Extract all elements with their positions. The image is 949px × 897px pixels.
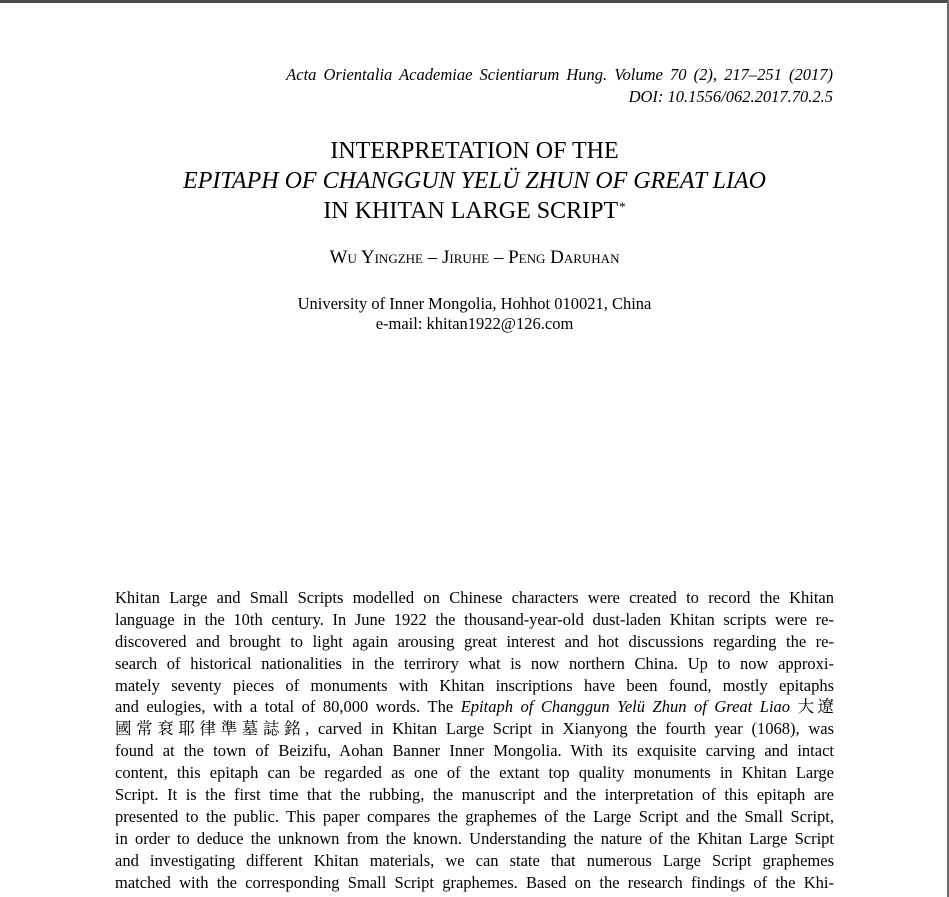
abstract-line-text — [115, 829, 834, 848]
abstract-line-text — [115, 719, 834, 738]
abstract-line-pre: and investigating different Khitan materials, we can state that numerous Large Script graphemes — [115, 850, 834, 870]
window-top-border — [0, 0, 949, 3]
abstract-line-text — [115, 610, 834, 629]
abstract-line-text — [115, 851, 834, 870]
abstract-line-pre: 國常袞耶律準墓誌銘, carved in Khitan Large Script in Xianyong the fourth year (1068), was — [115, 719, 834, 739]
abstract-italic-title: Epitaph of Changgun Yelü Zhun of Great Liao — [460, 697, 791, 717]
journal-doi: DOI: 10.1556/062.2017.70.2.5 — [628, 87, 833, 106]
abstract-line-text — [115, 697, 834, 716]
abstract-line — [115, 740, 834, 762]
abstract-line-text — [115, 676, 834, 695]
paper-title — [0, 136, 949, 226]
journal-header — [133, 64, 833, 108]
abstract-line-text — [115, 873, 834, 892]
abstract-line-pre: presented to the public. This paper compares the graphemes of the Large Script and the Small Script, — [115, 806, 834, 826]
abstract-line-pre: found at the town of Beizifu, Aohan Banner Inner Mongolia. With its exquisite carving and intact — [115, 741, 834, 761]
abstract-line — [115, 631, 834, 653]
abstract-line-text — [115, 785, 834, 804]
abstract-line-pre: content, this epitaph can be regarded as one of the extant top quality monuments in Khitan Large — [115, 763, 834, 783]
abstract-line-text — [115, 588, 834, 607]
abstract-line-text — [115, 654, 834, 673]
abstract-line-pre: in order to deduce the unknown from the known. Understanding the nature of the Khitan Large Script — [115, 828, 834, 848]
abstract-line-pre: Script. It is the first time that the rubbing, the manuscript and the interpretation of this epitaph are — [115, 785, 834, 805]
title-footnote-mark: * — [619, 199, 626, 214]
abstract-line — [115, 762, 834, 784]
abstract-line-text — [115, 741, 834, 760]
abstract-line — [115, 718, 834, 740]
title-line-2: EPITAPH OF CHANGGUN YELÜ ZHUN OF GREAT LIAO — [183, 168, 766, 194]
abstract-line — [115, 609, 834, 631]
affiliation-block — [0, 294, 949, 334]
affiliation-email: e-mail: khitan1922@126.com — [375, 314, 574, 333]
abstract-line-pre: search of historical nationalities in the terrirory what is now northern China. Up to now approxi- — [115, 653, 834, 673]
abstract-line — [115, 872, 834, 894]
title-line-3: IN KHITAN LARGE SCRIPT — [323, 198, 619, 224]
abstract-line — [115, 828, 834, 850]
abstract-line — [115, 696, 834, 718]
abstract-line-pre: Khitan Large and Small Scripts modelled on Chinese characters were created to record the Khitan — [115, 588, 834, 607]
abstract-line-pre: mately seventy pieces of monuments with Khitan inscriptions have been found, mostly epitaphs — [115, 675, 834, 695]
abstract-line-pre: and eulogies, with a total of 80,000 words. The — [115, 697, 461, 717]
abstract-line-pre: discovered and brought to light again arousing great interest and hot discussions regarding the re- — [115, 631, 834, 651]
abstract-text — [115, 587, 834, 893]
abstract-line-pre: matched with the corresponding Small Script graphemes. Based on the research findings of the Khi- — [115, 872, 834, 892]
abstract-line — [115, 784, 834, 806]
title-line-1: INTERPRETATION OF THE — [330, 138, 619, 164]
abstract-line-text — [115, 632, 834, 651]
journal-citation: Acta Orientalia Academiae Scientiarum Hung. Volume 70 (2), 217–251 (2017) — [286, 65, 833, 84]
abstract-line-text — [115, 807, 834, 826]
abstract-line — [115, 675, 834, 697]
abstract-line-text — [115, 763, 834, 782]
abstract-line — [115, 806, 834, 828]
abstract-line-pre: language in the 10th century. In June 1922 the thousand-year-old dust-laden Khitan scripts were re- — [115, 609, 834, 629]
affiliation-institution: University of Inner Mongolia, Hohhot 010021, China — [297, 294, 652, 313]
abstract-line — [115, 587, 834, 609]
paper-authors: Wu Yingzhe – Jiruhe – Peng Daruhan — [329, 247, 620, 268]
title-line-3-wrap — [0, 196, 949, 226]
abstract-line — [115, 653, 834, 675]
abstract-line — [115, 850, 834, 872]
abstract-line-post: 大遼 — [790, 697, 834, 717]
